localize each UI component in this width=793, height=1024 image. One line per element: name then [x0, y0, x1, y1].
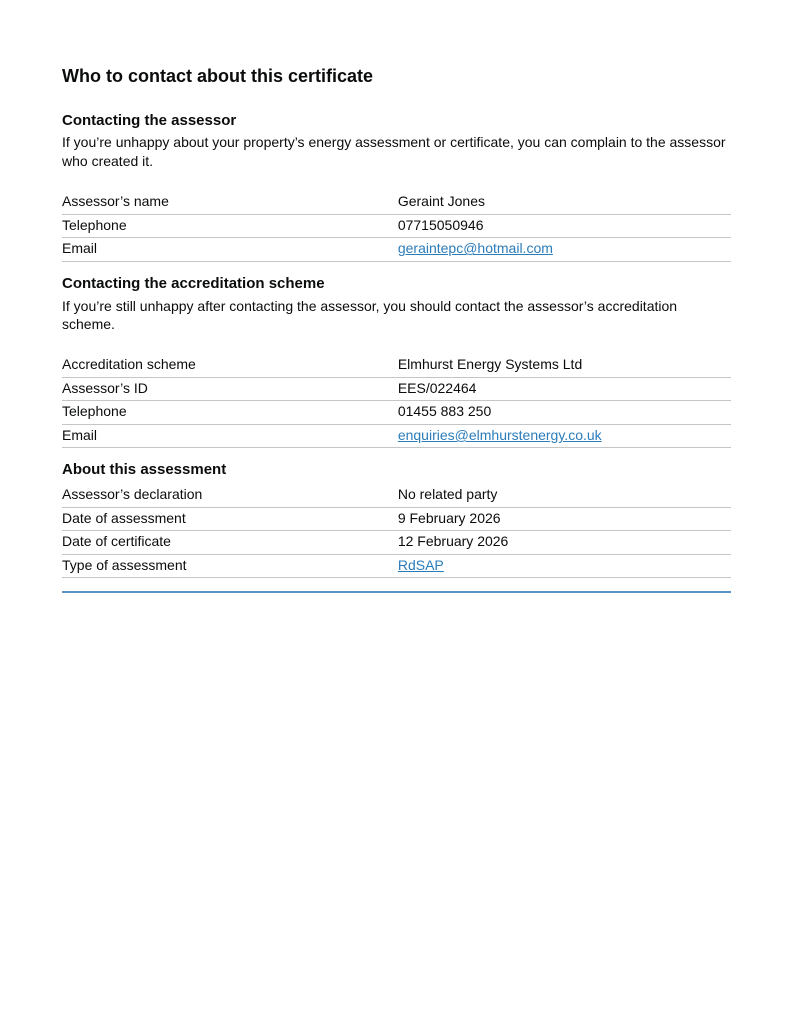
type-of-assessment-cell [398, 554, 731, 578]
contacting-assessor-heading: Contacting the assessor [62, 111, 237, 129]
table-row [62, 377, 731, 401]
about-assessment-heading: About this assessment [62, 461, 227, 479]
table-row [62, 214, 731, 238]
assessor-contact-table [62, 191, 731, 262]
scheme-email-cell [398, 424, 731, 448]
scheme-email-link[interactable]: enquiries@elmhurstenergy.co.uk [397, 426, 602, 443]
date-of-assessment-label: Date of assessment [62, 507, 398, 531]
rdsap-link[interactable]: RdSAP [397, 556, 444, 573]
table-row [62, 424, 731, 448]
scheme-email-label: Email [62, 424, 398, 448]
table-row [62, 554, 731, 578]
section-contacting-accreditation-scheme [62, 275, 731, 449]
assessor-telephone-value: 07715050946 [398, 214, 731, 238]
assessor-name-value: Geraint Jones [398, 191, 731, 214]
table-row [62, 354, 731, 377]
assessor-id-value: EES/022464 [398, 377, 731, 401]
assessor-name-label: Assessor’s name [62, 191, 398, 214]
table-row [62, 401, 731, 425]
assessor-email-label: Email [62, 238, 398, 262]
assessor-telephone-label: Telephone [62, 214, 398, 238]
section-about-assessment [62, 461, 731, 578]
contacting-assessor-body: If you’re unhappy about your property’s energy assessment or certificate, you can complain to the assessor who created it. [62, 134, 726, 169]
section-contacting-assessor [62, 112, 731, 262]
about-assessment-table [62, 484, 731, 578]
date-of-assessment-value: 9 February 2026 [398, 507, 731, 531]
section-divider [62, 591, 731, 593]
accreditation-scheme-table [62, 354, 731, 448]
table-row [62, 507, 731, 531]
page-title: Who to contact about this certificate [62, 66, 374, 86]
accreditation-scheme-label: Accreditation scheme [62, 354, 398, 377]
accreditation-scheme-heading: Contacting the accreditation scheme [62, 274, 325, 292]
accreditation-scheme-body: If you’re still unhappy after contacting the assessor, you should contact the assessor’s accreditation scheme. [62, 297, 678, 332]
table-row [62, 531, 731, 555]
scheme-telephone-label: Telephone [62, 401, 398, 425]
type-of-assessment-label: Type of assessment [62, 554, 398, 578]
table-row [62, 238, 731, 262]
accreditation-scheme-value: Elmhurst Energy Systems Ltd [398, 354, 731, 377]
assessor-email-link[interactable]: geraintepc@hotmail.com [397, 240, 553, 257]
table-row [62, 191, 731, 214]
assessor-declaration-value: No related party [398, 484, 731, 507]
assessor-id-label: Assessor’s ID [62, 377, 398, 401]
assessor-email-cell [398, 238, 731, 262]
scheme-telephone-value: 01455 883 250 [398, 401, 731, 425]
date-of-certificate-label: Date of certificate [62, 531, 398, 555]
assessor-declaration-label: Assessor’s declaration [62, 484, 398, 507]
table-row [62, 484, 731, 507]
date-of-certificate-value: 12 February 2026 [398, 531, 731, 555]
